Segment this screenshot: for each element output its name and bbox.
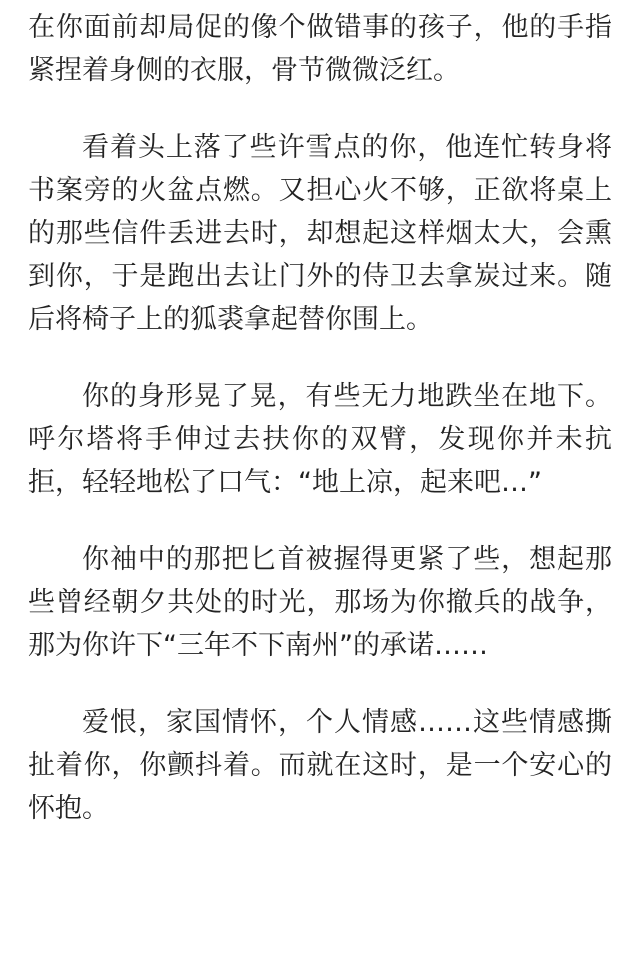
paragraph-4: 你袖中的那把匕首被握得更紧了些，想起那些曾经朝夕共处的时光，那场为你撤兵的战争，那为你许下“三年不下南州”的承诺…… (28, 544, 612, 661)
paragraph-5: 爱恨，家国情怀，个人情感……这些情感撕扯着你，你颤抖着。而就在这时，是一个安心的怀抱。 (28, 707, 612, 824)
paragraph-1: 在你面前却局促的像个做错事的孩子，他的手指紧捏着身侧的衣服，骨节微微泛红。 (28, 12, 612, 86)
paragraph-3: 你的身形晃了晃，有些无力地跌坐在地下。呼尔塔将手伸过去扶你的双臂，发现你并未抗拒，轻轻地松了口气：“地上凉，起来吧…” (28, 381, 612, 498)
paragraph-2: 看着头上落了些许雪点的你，他连忙转身将书案旁的火盆点燃。又担心火不够，正欲将桌上的那些信件丢进去时，却想起这样烟太大，会熏到你，于是跑出去让门外的侍卫去拿炭过来。随后将椅子上的狐裘拿起替你围上。 (28, 132, 612, 335)
